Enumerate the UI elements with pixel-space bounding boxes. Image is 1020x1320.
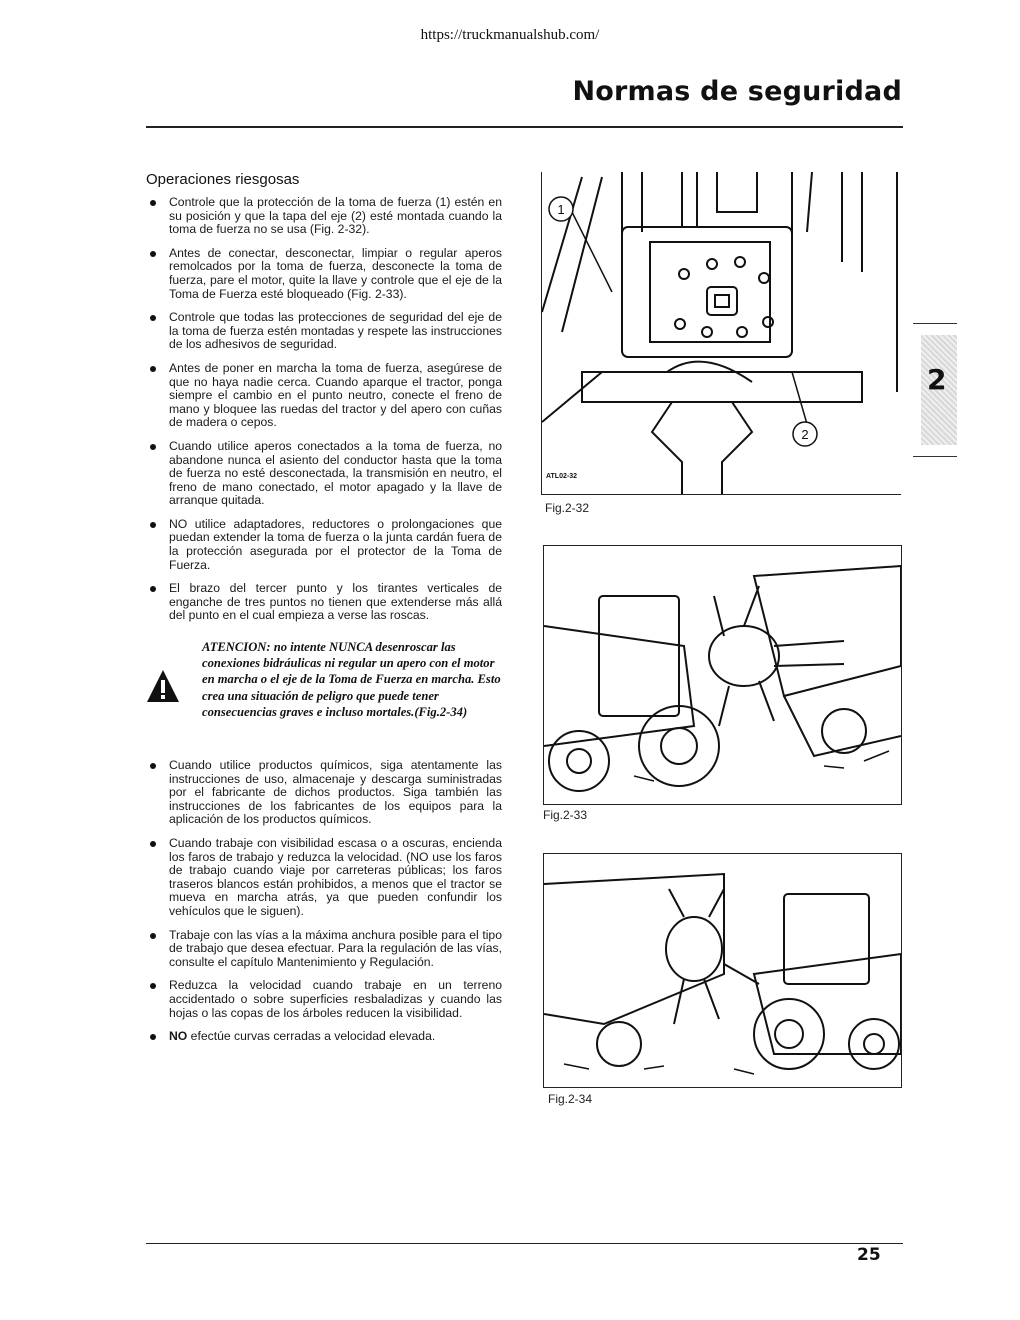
hydraulic-danger-illustration [544, 854, 901, 1087]
list-item [146, 1030, 502, 1044]
tab-divider [913, 323, 957, 324]
list-item: NO utilice adaptadores, reductores o prolongaciones que puedan extender la toma de fuerza o la junta cardán fuera de la protección asegurada por el protector de la Toma de Fuerza. [146, 518, 502, 572]
chapter-number: 2 [927, 363, 947, 396]
list-item: Cuando utilice aperos conectados a la toma de fuerza, no abandone nunca el asiento del conductor hasta que la toma de fuerza no esté desconectada, la transmisión en neutro, el freno de mano conectado, el motor apagado y la llave de arranque quitada. [146, 440, 502, 508]
figure-pto-guard [541, 172, 901, 495]
callout-2: 2 [801, 427, 809, 442]
list-item [146, 759, 502, 827]
callout-1: 1 [557, 202, 565, 217]
item-text: Trabaje con las vías a la máxima anchura posible para el tipo de trabajo que desea efectuar. Para la regulación de las vías, consulte el capítulo Mantenimiento y Regulación. [169, 927, 502, 969]
pto-guard-illustration [542, 172, 901, 494]
warning-triangle-icon [146, 669, 180, 703]
text-column [146, 196, 502, 1054]
tractor-illustration [544, 546, 901, 804]
figure-code: ATL02-32 [546, 473, 577, 480]
list-item [146, 837, 502, 919]
warning-text [202, 639, 502, 720]
page-title: Normas de seguridad [572, 76, 902, 107]
tab-divider [913, 456, 957, 457]
item-text: Cuando utilice productos químicos, siga atentamente las instrucciones de uso, almacenaje y descarga suministradas por el fabricante de dichos productos. Siga también las instrucciones de los fabricantes de los equipos para la aplicación de los productos químicos. [169, 758, 502, 827]
list-item: Controle que todas las protecciones de seguridad del eje de la toma de fuerza estén montadas y respete las instrucciones de los adhesivos de seguridad. [146, 311, 502, 352]
list-item [146, 979, 502, 1020]
warning-box [146, 639, 502, 739]
figure-caption: Fig.2-33 [543, 808, 588, 822]
header-rule [146, 126, 903, 128]
figure-caption: Fig.2-32 [545, 501, 590, 515]
list-item: Antes de poner en marcha la toma de fuerza, asegúrese de que no haya nadie cerca. Cuando aparque el tractor, ponga siempre el cambio en el punto neutro, conecte el freno de mano y bloquee las ruedas del tractor y del apero con cuñas de madera o cepos. [146, 362, 502, 430]
figure-tractor-pto-danger [543, 545, 902, 805]
item-bold: NO [169, 1029, 188, 1044]
list-item [146, 929, 502, 970]
figure-hydraulic-danger [543, 853, 902, 1088]
warning-body: no intente NUNCA desenroscar las conexiones bidráulicas ni regular un apero con el motor en marcha o el eje de la Toma de Fuerza en marcha. Esto crea una situación de peligro que puede tener consecuencias graves e incluso mortales.(Fig.2-34) [202, 640, 501, 719]
chapter-tab [913, 323, 957, 457]
warning-label: ATENCION: [202, 640, 271, 655]
list-item: Controle que la protección de la toma de fuerza (1) estén en su posición y que la tapa del eje (2) esté montada cuando la toma de fuerza no se usa (Fig. 2-32). [146, 196, 502, 237]
list-item: Antes de conectar, desconectar, limpiar o regular aperos remolcados por la toma de fuerza, desconecte la toma de fuerza, pare el motor, quite la llave y controle que el eje de la Toma de Fuerza esté bloqueado (Fig. 2-33). [146, 247, 502, 301]
item-text: efectúe curvas cerradas a velocidad elevada. [187, 1029, 436, 1044]
list-item: El brazo del tercer punto y los tirantes verticales de enganche de tres puntos no tienen que extenderse más allá del punto en el cual empieza a verse las roscas. [146, 582, 502, 623]
source-url[interactable]: https://truckmanualshub.com/ [420, 27, 600, 43]
item-text: Cuando trabaje con visibilidad escasa o a oscuras, encienda los faros de trabajo y reduzca la velocidad. (NO use los faros de trabajo cuando viaje por carreteras públicas; los faros traseros blancos están prohibidos, a menos que el tractor se mueva en marcha atrás, ya que pueden confundir los vehículos que le siguen). [169, 836, 502, 918]
section-title: Operaciones riesgosas [146, 171, 300, 188]
item-text: Reduzca la velocidad cuando trabaje en un terreno accidentado o sobre superficies resbaladizas y cuando las hojas o las copas de los árboles reducen la visibilidad. [169, 978, 502, 1020]
footer-rule [146, 1243, 903, 1244]
figure-caption: Fig.2-34 [548, 1092, 593, 1106]
page-number: 25 [857, 1245, 881, 1265]
